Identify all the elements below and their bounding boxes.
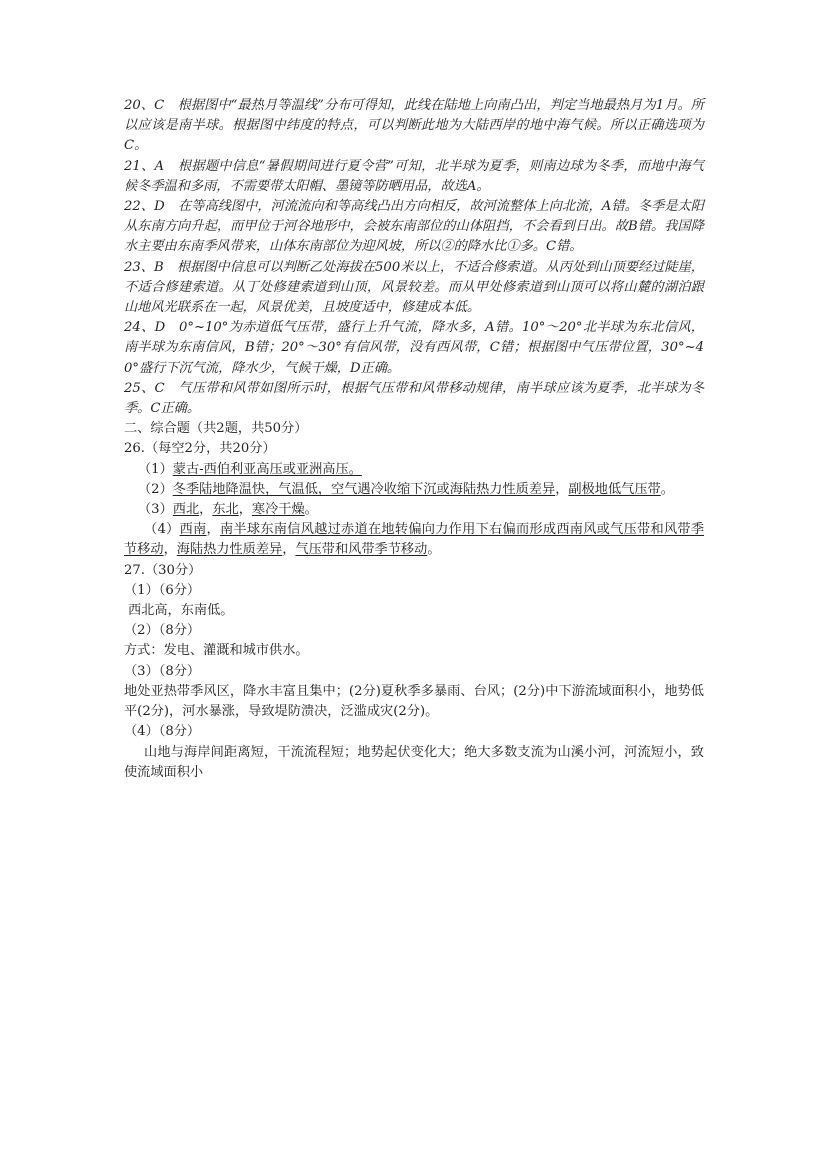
answer-q23: 23、B 根据图中信息可以判断乙处海拔在500米以上，不适合修索道。从丙处到山顶要经过陡崖，不适合修建索道。从丁处修建索道到山顶，风景较差。而从甲处修索道到山顶可以将山麓的湖泊跟山地风光联系在一起，风景优美，且坡度适中，修建成本低。 (124, 259, 704, 316)
q27-subheading-2: （2）（8分） (124, 623, 201, 639)
q27-answer-2: 方式：发电、灌溉和城市供水。 (124, 643, 309, 659)
answer-q24: 24、D 0°~10°为赤道低气压带，盛行上升气流，降水多，A错。10°～20°北半球为东北信风，南半球为东南信风，B错；20°～30°有信风带，没有西风带，C错；根据图中气压带位置，30°~40°盛行下沉气流，降水少，气候干燥，D正确。 (124, 320, 704, 376)
q27-answer-4: 山地与海岸间距离短，干流流程短；地势起伏变化大；绝大多数支流为山溪小河，河流短小，致使流域面积小 (124, 744, 704, 780)
q26-answer-3-part3: 寒冷干燥 (251, 502, 305, 518)
q26-answer-4-sep3: ， (282, 542, 296, 558)
q27-answer-3: 地处亚热带季风区，降水丰富且集中；(2分)夏秋季多暴雨、台风；(2分)中下游流域面积小，地势低平(2分)，河水暴涨，导致堤防溃决，泛滥成灾(2分)。 (124, 683, 704, 720)
q26-answer-3-sep2: ， (238, 502, 252, 518)
q27-subheading-1: （1）（6分） (124, 582, 201, 598)
q26-answer-2-end: 。 (660, 481, 674, 497)
answer-q25: 25、C 气压带和风带如图所示时，根据气压带和风带移动规律，南半球应该为夏季，北半球为冬季。C正确。 (124, 380, 704, 417)
q26-answer-3-part1: 西北 (172, 502, 200, 518)
answer-q21: 21、A 根据题中信息“暑假期间进行夏令营”可知，北半球为夏季，则南边球为冬季，而地中海气候冬季温和多雨，不需要带太阳帽、墨镜等防晒用品，故选A。 (124, 158, 704, 194)
q26-answer-4-sep1: ， (206, 522, 220, 538)
q26-answer-2-part2: 副极地低气压带 (568, 481, 661, 497)
q26-answer-3-end: 。 (304, 502, 318, 518)
q26-answer-4 (124, 520, 704, 560)
q26-answer-4-part4: 气压带和风带季节移动 (295, 542, 428, 558)
q26-num-4: （4） (144, 522, 180, 538)
q26-answer-4-sep2: ， (163, 542, 177, 558)
q27-subheading-4: （4）（8分） (124, 724, 201, 740)
q27-heading: 27.（30分） (124, 562, 202, 578)
q27-answer-1: 西北高，东南低。 (128, 603, 234, 619)
section-heading: 二、综合题（共2题，共50分） (124, 421, 308, 437)
q26-num-2: （2） (138, 481, 173, 497)
q26-num-1: （1） (138, 461, 173, 477)
answer-q22: 22、D 在等高线图中，河流流向和等高线凸出方向相反，故河流整体上向北流，A错。冬季是太阳从东南方向升起，而甲位于河谷地形中，会被东南部位的山体阻挡，不会看到日出。故B错。我国降水主要由东南季风带来，山体东南部位为迎风坡，所以②的降水比①多。C错。 (124, 199, 704, 255)
q26-answer-1 (124, 460, 704, 480)
answer-document (124, 96, 704, 783)
q26-heading: 26.（每空2分，共20分） (124, 441, 276, 457)
q26-answer-3-part2: 东北 (212, 502, 239, 518)
q26-answer-4-part3: 海陆热力性质差异 (176, 542, 283, 558)
q26-answer-2 (124, 480, 704, 500)
answer-q20: 20、C 根据图中“最热月等温线”分布可得知，此线在陆地上向南凸出，判定当地最热月为1月。所以应该是南半球。根据图中纬度的特点，可以判断此地为大陆西岸的地中海气候。所以正确选项为C。 (124, 98, 704, 154)
q26-answer-4-part2: 南半球东南信风越过赤道在地转偏向力作用下右偏而形成西南风或气压带和风带季节移动 (124, 522, 705, 558)
q26-answer-3-sep1: ， (199, 502, 213, 518)
q26-answer-4-end: 。 (427, 542, 441, 558)
q27-subheading-3: （3）（8分） (124, 663, 201, 679)
q26-answer-4-part1: 西南 (179, 522, 207, 538)
q26-answer-3 (124, 500, 704, 520)
q26-answer-2-sep: ， (555, 481, 569, 497)
q26-answer-2-part1: 冬季陆地降温快，气温低，空气遇冷收缩下沉或海陆热力性质差异 (172, 481, 556, 497)
q26-num-3: （3） (138, 502, 173, 518)
q26-answer-1-text: 蒙古-西伯利亚高压或亚洲高压。 (172, 461, 362, 477)
